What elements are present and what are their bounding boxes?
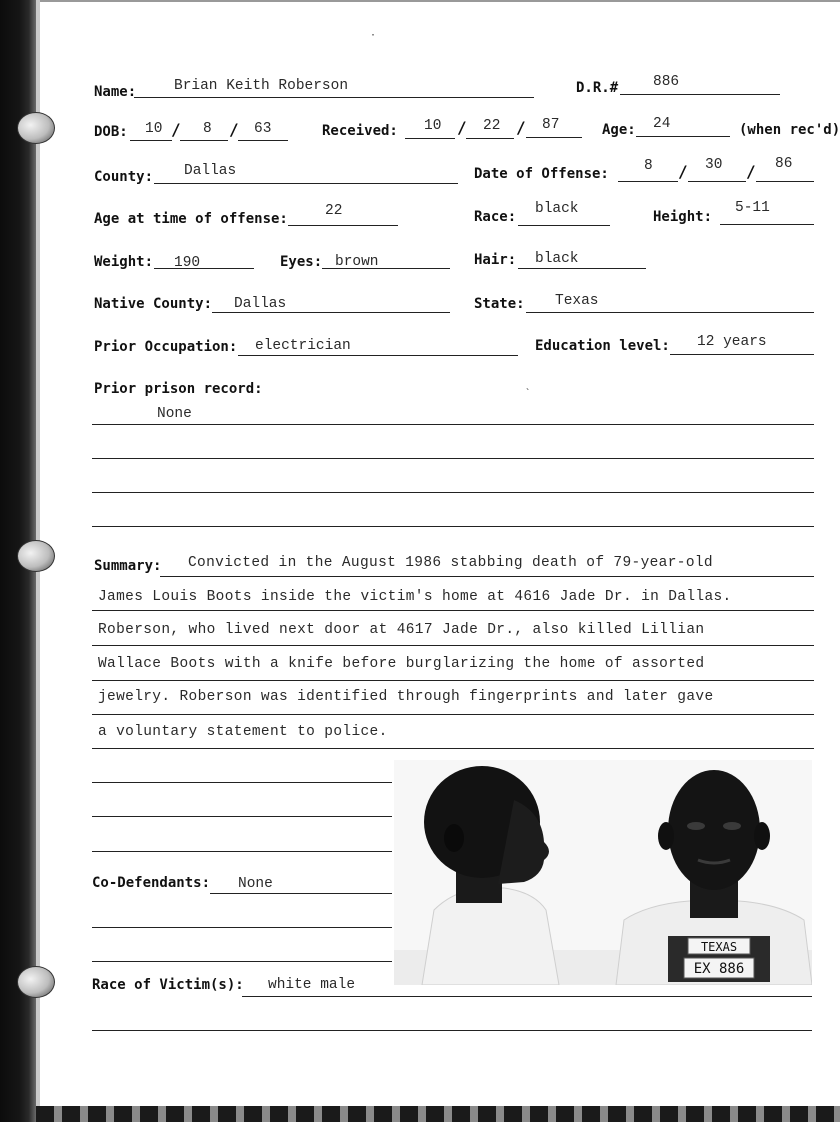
prior-prison-label: Prior prison record:	[94, 381, 263, 397]
blank-line	[92, 961, 392, 962]
dob-month-underline	[130, 140, 172, 141]
mugshot-illustration	[394, 760, 812, 985]
prior-prison-line-3	[92, 492, 814, 493]
prior-prison-line-4	[92, 526, 814, 527]
blank-line	[92, 927, 392, 928]
native-county-value: Dallas	[234, 296, 287, 312]
scan-top-edge	[40, 0, 840, 2]
dob-day: 8	[203, 121, 212, 137]
blank-line	[92, 1030, 812, 1031]
name-label: Name:	[94, 84, 137, 100]
dob-label: DOB:	[94, 124, 128, 140]
dob-year-underline	[238, 140, 288, 141]
height-value: 5-11	[735, 200, 770, 216]
name-underline	[134, 97, 534, 98]
height-label: Height:	[653, 209, 713, 225]
prior-prison-value: None	[157, 406, 192, 422]
state-value: Texas	[555, 293, 599, 309]
summary-underline-6	[92, 748, 814, 749]
weight-label: Weight:	[94, 254, 154, 270]
received-month-underline	[405, 138, 455, 139]
education-label: Education level:	[535, 338, 670, 354]
hair-value: black	[535, 251, 579, 267]
summary-line-5: jewelry. Roberson was identified through fingerprints and later gave	[98, 689, 714, 705]
received-label: Received:	[322, 123, 398, 139]
co-defendants-label: Co-Defendants:	[92, 875, 211, 891]
native-county-label: Native County:	[94, 296, 213, 312]
dob-day-underline	[180, 140, 228, 141]
dr-value: 886	[653, 74, 680, 90]
blank-line	[92, 851, 392, 852]
prior-prison-line-1	[92, 424, 814, 425]
offense-day-underline	[688, 181, 746, 182]
offense-separator: /	[678, 162, 688, 181]
summary-line-3: Roberson, who lived next door at 4617 Jade Dr., also killed Lillian	[98, 622, 705, 638]
dr-label: D.R.#	[576, 80, 619, 96]
plate-top-text: TEXAS	[700, 940, 738, 954]
received-day: 22	[483, 118, 501, 134]
prior-occupation-label: Prior Occupation:	[94, 339, 238, 355]
dob-separator: /	[171, 120, 181, 139]
summary-underline-3	[92, 645, 814, 646]
offense-year: 86	[775, 156, 793, 172]
weight-underline	[154, 268, 254, 269]
age-label: Age:	[602, 122, 636, 138]
summary-line-2: James Louis Boots inside the victim's home at 4616 Jade Dr. in Dallas.	[98, 589, 732, 605]
dob-month: 10	[145, 121, 163, 137]
offense-month-underline	[618, 181, 678, 182]
education-value: 12 years	[697, 334, 767, 350]
race-value: black	[535, 201, 579, 217]
plate-bottom-text: EX 886	[693, 961, 745, 977]
state-underline	[526, 312, 814, 313]
date-of-offense-label: Date of Offense:	[474, 166, 609, 182]
state-label: State:	[474, 296, 525, 312]
age-suffix: (when rec'd)	[739, 122, 840, 138]
age-at-offense-underline	[288, 225, 398, 226]
received-separator: /	[516, 118, 526, 137]
id-plate	[668, 936, 770, 982]
scan-bottom-edge	[36, 1106, 840, 1122]
race-of-victims-underline	[242, 996, 812, 997]
summary-label: Summary:	[94, 558, 162, 574]
summary-underline-5	[92, 714, 814, 715]
race-of-victims-label: Race of Victim(s):	[92, 977, 244, 993]
height-underline	[720, 224, 814, 225]
punch-hole-bottom	[17, 966, 55, 998]
county-label: County:	[94, 169, 154, 185]
summary-line-6: a voluntary statement to police.	[98, 724, 388, 740]
dob-separator: /	[229, 120, 239, 139]
prior-prison-line-2	[92, 458, 814, 459]
summary-underline-4	[92, 680, 814, 681]
prior-occupation-value: electrician	[255, 338, 351, 354]
summary-line-4: Wallace Boots with a knife before burglarizing the home of assorted	[98, 656, 705, 672]
offense-separator: /	[746, 162, 756, 181]
age-underline	[636, 136, 730, 137]
hair-underline	[518, 268, 646, 269]
race-label: Race:	[474, 209, 517, 225]
eyes-label: Eyes:	[280, 254, 323, 270]
offense-day: 30	[705, 157, 723, 173]
mugshot-photo	[394, 760, 812, 985]
blank-line	[92, 782, 392, 783]
race-of-victims-value: white male	[268, 977, 356, 993]
age-value: 24	[653, 116, 671, 132]
education-underline	[670, 354, 814, 355]
county-underline	[154, 183, 458, 184]
summary-underline-1	[160, 576, 814, 577]
eyes-underline	[322, 268, 450, 269]
offense-month: 8	[644, 158, 653, 174]
co-defendants-value: None	[238, 876, 273, 892]
scan-speck: ·	[370, 30, 377, 41]
blank-line	[92, 816, 392, 817]
county-value: Dallas	[184, 163, 237, 179]
punch-hole-middle	[17, 540, 55, 572]
dob-year: 63	[254, 121, 272, 137]
received-year-underline	[526, 137, 582, 138]
hair-label: Hair:	[474, 252, 517, 268]
race-underline	[518, 225, 610, 226]
age-at-offense-value: 22	[325, 203, 343, 219]
summary-line-1: Convicted in the August 1986 stabbing death of 79-year-old	[188, 555, 713, 571]
scan-speck: `	[525, 388, 532, 399]
dr-underline	[620, 94, 780, 95]
offense-year-underline	[756, 181, 814, 182]
name-value: Brian Keith Roberson	[174, 78, 349, 94]
co-defendants-underline	[210, 893, 392, 894]
received-year: 87	[542, 117, 560, 133]
received-month: 10	[424, 118, 442, 134]
received-separator: /	[457, 118, 467, 137]
received-day-underline	[466, 138, 514, 139]
native-county-underline	[212, 312, 450, 313]
punch-hole-top	[17, 112, 55, 144]
weight-value: 190	[174, 255, 201, 271]
summary-underline-2	[92, 610, 814, 611]
age-at-offense-label: Age at time of offense:	[94, 211, 288, 227]
eyes-value: brown	[335, 254, 379, 270]
prior-occupation-underline	[238, 355, 518, 356]
